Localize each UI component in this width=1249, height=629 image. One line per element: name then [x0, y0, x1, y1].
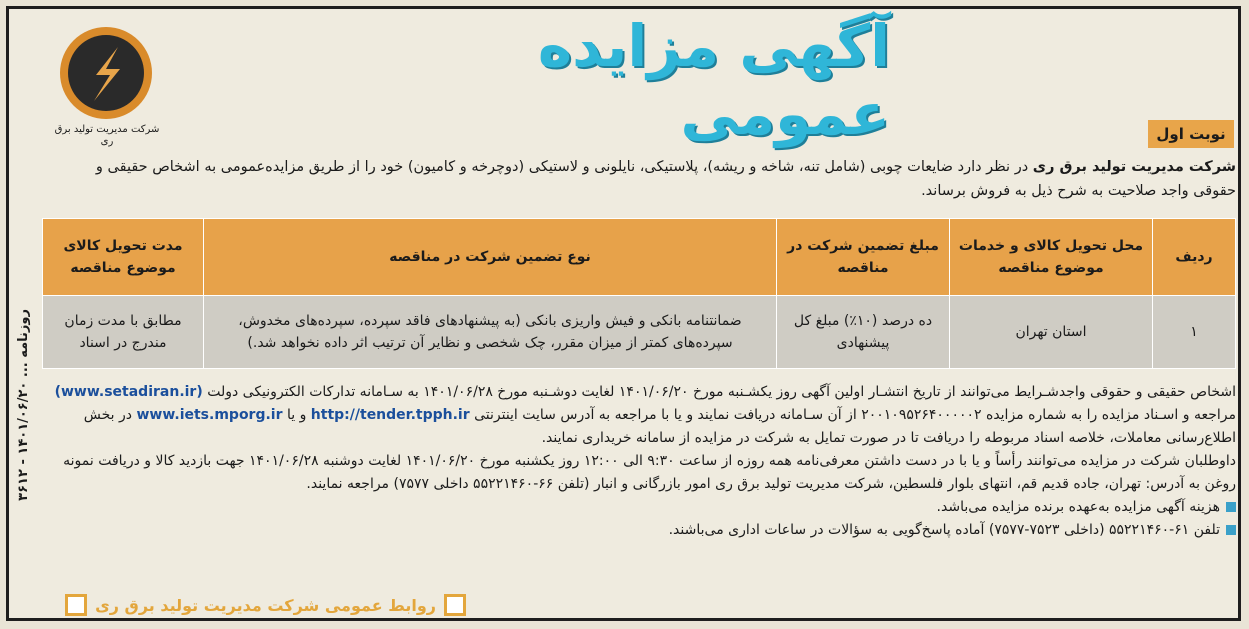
paragraph-documents [42, 381, 1236, 450]
iets-link[interactable]: www.iets.mporg.ir [136, 407, 283, 423]
newspaper-side-strip [8, 240, 38, 570]
tender-link[interactable]: http://tender.tpph.ir [310, 407, 470, 423]
bullet-icon [1226, 502, 1236, 512]
footer-square-icon [444, 594, 466, 616]
table-header-row [43, 219, 1236, 296]
bullet-item [42, 519, 1236, 542]
footer-square-icon [65, 594, 87, 616]
header-delivery-place: محل تحویل کالای و خدمات موضوع مناقصه [950, 219, 1153, 296]
header-row-number: ردیف [1153, 219, 1236, 296]
setadiran-link[interactable]: (www.setadiran.ir) [54, 384, 203, 400]
intro-company: شرکت مدیریت تولید برق ری [1032, 159, 1236, 175]
auction-table [42, 218, 1236, 369]
newspaper-date: روزنامه ... ۱۴۰۱/۰۶/۲۰ - ۳۶۱۲ [15, 309, 31, 501]
header-guarantee-amount: مبلغ تضمین شرکت در مناقصه [777, 219, 950, 296]
bullet-text: هزینه آگهی مزایده به‌عهده برنده مزایده می‌باشد. [936, 499, 1220, 515]
intro-text: در نظر دارد ضایعات چوبی (شامل تنه، شاخه و ریشه)، پلاستیکی، نایلونی و لاستیکی (دوچرخه و کامیون) خود را از طریق مزایده‌عمومی به اشخاص حقیقی و حقوقی واجد صلاحیت به شرح ذیل به فروش برساند. [95, 159, 1236, 199]
cell-delivery-time: مطابق با مدت زمان مندرج در اسناد [43, 296, 204, 369]
bullet-item [42, 496, 1236, 519]
header-guarantee-type: نوع تضمین شرکت در مناقصه [204, 219, 777, 296]
paragraph-visit: داوطلبان شرکت در مزایده می‌توانند رأساً و یا با در دست داشتن معرفی‌نامه همه روزه از ساعت ۹:۳۰ الی ۱۲:۰۰ روز یکشنبه مورخ ۱۴۰۱/۰۶/۲۰ لغایت دوشنبه ۱۴۰۱/۰۶/۲۸ جهت بازدید کالا و دریافت نمونه روغن به آدرس: تهران، جاده قدیم قم، انتهای بلوار فلسطین، شرکت مدیریت تولید برق ری امور بازرگانی و انبار (تلفن ۶۶-۵۵۲۲۱۴۶۰ داخلی ۷۵۷۷) مراجعه نمایند. [63, 453, 1236, 492]
paragraph-text: در بخش اطلاع‌رسانی معاملات، خلاصه اسناد مربوطه را دریافت تا در صورت تمایل به شرکت در مزایده از سامانه خریداری نمایند. [83, 407, 1236, 446]
bullet-text: تلفن ۶۱-۵۵۲۲۱۴۶۰ (داخلی ۷۵۲۳-۷۵۷۷) آماده پاسخ‌گویی به سؤالات در ساعات اداری می‌باشند. [668, 522, 1220, 538]
cell-row-number: ۱ [1153, 296, 1236, 369]
intro-paragraph [50, 155, 1236, 203]
cell-guarantee-type: ضمانتنامه بانکی و فیش واریزی بانکی (به پیشنهادهای فاقد سپرده، سپرده‌های مخدوش، سپرده‌های کمتر از میزان مقرر، چک شخصی و نظایر آن ترتیب اثر داده نخواهد شد.) [204, 296, 777, 369]
cell-guarantee-amount: ده درصد (۱۰٪) مبلغ کل پیشنهادی [777, 296, 950, 369]
footer [46, 592, 466, 618]
footer-text: روابط عمومی شرکت مدیریت تولید برق ری [95, 595, 436, 615]
paragraph-text: اشخاص حقیقی و حقوقی واجدشـرایط می‌توانند از تاریخ انتشـار اولین آگهی روز یکشـنبه مورخ ۱۴۰۱/۰۶/۲۰ لغایت دوشـنبه مورخ ۱۴۰۱/۰۶/۲۸ به سـامانه تدارکات الکترونیکی دولت [207, 384, 1236, 400]
round-badge: نوبت اول [1148, 120, 1234, 148]
table-row [43, 296, 1236, 369]
paragraph-text: و یا [282, 407, 311, 423]
header-delivery-time: مدت تحویل کالای موضوع مناقصه [43, 219, 204, 296]
page-title: آگهی مزایده عمومی [537, 12, 890, 148]
bullet-icon [1226, 525, 1236, 535]
company-name: شرکت مدیریت تولید برق ری [54, 124, 160, 147]
paragraph-text: مراجعه و اسـناد مزایده را به شماره مزایده ۲۰۰۱۰۹۵۲۶۴۰۰۰۰۰۲ از آن سـامانه دریافت نمایند و یا با مراجعه به آدرس سایت اینترنتی [469, 407, 1236, 423]
body-text [42, 381, 1236, 542]
cell-delivery-place: استان تهران [950, 296, 1153, 369]
company-logo-icon [58, 25, 154, 121]
